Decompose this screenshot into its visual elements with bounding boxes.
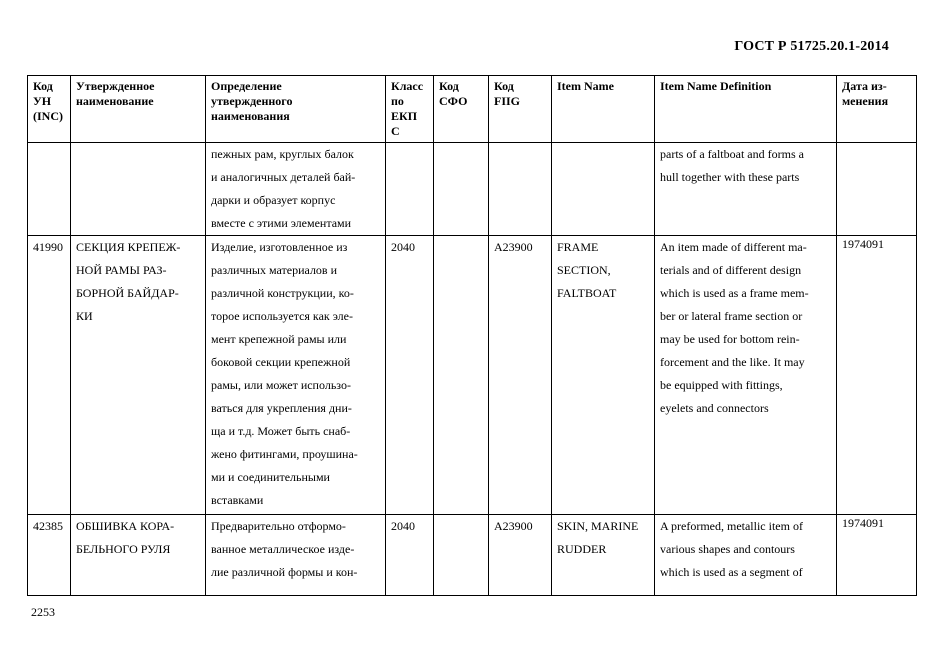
cell-line: ваться для укрепления дни- (211, 401, 352, 415)
cell-line: различной конструкции, ко- (211, 286, 354, 300)
cell-line: which is used as a segment of (660, 565, 803, 579)
cell-item-def (655, 236, 837, 515)
cell-line: ОБШИВКА КОРА- (76, 519, 175, 533)
page-number: 2253 (31, 605, 55, 619)
cell-definition (206, 143, 386, 236)
cell-line: parts of a faltboat and forms a (660, 147, 804, 161)
cell-line: hull together with these parts (660, 170, 800, 184)
col-item-name-header (552, 76, 655, 143)
cell-line: RUDDER (557, 542, 607, 556)
header-line: Определение (211, 79, 282, 93)
cell-line: ber or lateral frame section or (660, 309, 803, 323)
header-line: Утвержденное (76, 79, 155, 93)
cell-line: БОРНОЙ БАЙДАР- (76, 286, 179, 300)
cell-line: БЕЛЬНОГО РУЛЯ (76, 542, 171, 556)
cell-sfo (434, 515, 489, 596)
cell-fiig (489, 515, 552, 596)
header-line: менения (842, 94, 889, 108)
cell-value: A23900 (494, 240, 533, 254)
header-line: Item Name (557, 79, 614, 93)
cell-line: жено фитингами, проушина- (211, 447, 358, 461)
cell-line: FRAME (557, 240, 599, 254)
cell-fiig (489, 236, 552, 515)
cell-item-def (655, 515, 837, 596)
cell-inc (28, 143, 71, 236)
cell-date (837, 143, 917, 236)
col-approved-name-header (71, 76, 206, 143)
header-line: Item Name Definition (660, 79, 772, 93)
cell-date (837, 515, 917, 596)
header-line: Код (494, 79, 514, 93)
col-inc-header (28, 76, 71, 143)
header-line: утвержденного (211, 94, 293, 108)
cell-line: пежных рам, круглых балок (211, 147, 354, 161)
cell-definition (206, 515, 386, 596)
cell-line: торое используется как эле- (211, 309, 353, 323)
header-line: СФО (439, 94, 468, 108)
cell-value: 1974091 (842, 237, 884, 251)
col-sfo-header (434, 76, 489, 143)
cell-line: which is used as a frame mem- (660, 286, 809, 300)
cell-inc (28, 236, 71, 515)
cell-line: мент крепежной рамы или (211, 332, 347, 346)
cell-definition (206, 236, 386, 515)
table-row (28, 236, 917, 515)
cell-line: КИ (76, 309, 93, 323)
cell-line: eyelets and connectors (660, 401, 769, 415)
cell-sfo (434, 236, 489, 515)
catalog-table (27, 75, 917, 596)
cell-value: 2040 (391, 240, 415, 254)
table-row (28, 515, 917, 596)
cell-item-name (552, 236, 655, 515)
cell-line: и аналогичных деталей бай- (211, 170, 356, 184)
cell-value: 1974091 (842, 516, 884, 530)
table-header-row (28, 76, 917, 143)
cell-class (386, 515, 434, 596)
cell-line: вместе с этими элементами (211, 216, 352, 230)
header-line: УН (33, 94, 52, 108)
cell-line: be equipped with fittings, (660, 378, 783, 392)
cell-line: forcement and the like. It may (660, 355, 805, 369)
header-line: Класс (391, 79, 424, 93)
header-line: Код (33, 79, 53, 93)
cell-line: СЕКЦИЯ КРЕПЕЖ- (76, 240, 181, 254)
cell-line: лие различной формы и кон- (211, 565, 358, 579)
cell-item-name (552, 515, 655, 596)
cell-line: SKIN, MARINE (557, 519, 639, 533)
cell-name (71, 143, 206, 236)
cell-item-name (552, 143, 655, 236)
cell-name (71, 515, 206, 596)
col-definition-header (206, 76, 386, 143)
header-line: FIIG (494, 94, 521, 108)
cell-line: SECTION, (557, 263, 611, 277)
cell-line: Изделие, изготовленное из (211, 240, 348, 254)
cell-sfo (434, 143, 489, 236)
table-row (28, 143, 917, 236)
header-line: Дата из- (842, 79, 887, 93)
col-class-header (386, 76, 434, 143)
cell-line: various shapes and contours (660, 542, 795, 556)
cell-line: вставками (211, 493, 264, 507)
header-line: ЕКП (391, 109, 418, 123)
cell-line: FALTBOAT (557, 286, 617, 300)
header-line: наименование (76, 94, 154, 108)
col-item-name-definition-header (655, 76, 837, 143)
cell-line: Предварительно отформо- (211, 519, 346, 533)
cell-line: may be used for bottom rein- (660, 332, 800, 346)
cell-line: боковой секции крепежной (211, 355, 351, 369)
cell-date (837, 236, 917, 515)
cell-value: A23900 (494, 519, 533, 533)
cell-value: 41990 (33, 240, 63, 254)
cell-line: A preformed, metallic item of (660, 519, 803, 533)
cell-name (71, 236, 206, 515)
cell-line: ванное металлическое изде- (211, 542, 355, 556)
header-line: Код (439, 79, 459, 93)
cell-line: различных материалов и (211, 263, 338, 277)
cell-class (386, 236, 434, 515)
cell-inc (28, 515, 71, 596)
cell-class (386, 143, 434, 236)
header-line: по (391, 94, 404, 108)
col-change-date-header (837, 76, 917, 143)
cell-line: terials and of different design (660, 263, 802, 277)
cell-line: An item made of different ma- (660, 240, 807, 254)
header-line: (INC) (33, 109, 63, 123)
cell-fiig (489, 143, 552, 236)
cell-value: 2040 (391, 519, 415, 533)
header-line: наименования (211, 109, 290, 123)
col-fiig-header (489, 76, 552, 143)
cell-line: ми и соединительными (211, 470, 330, 484)
cell-line: ща и т.д. Может быть снаб- (211, 424, 351, 438)
cell-line: рамы, или может использо- (211, 378, 351, 392)
cell-line: дарки и образует корпус (211, 193, 336, 207)
document-header: ГОСТ Р 51725.20.1-2014 (734, 39, 889, 54)
cell-value: 42385 (33, 519, 63, 533)
cell-line: НОЙ РАМЫ РАЗ- (76, 263, 167, 277)
cell-item-def (655, 143, 837, 236)
header-line: С (391, 124, 400, 138)
